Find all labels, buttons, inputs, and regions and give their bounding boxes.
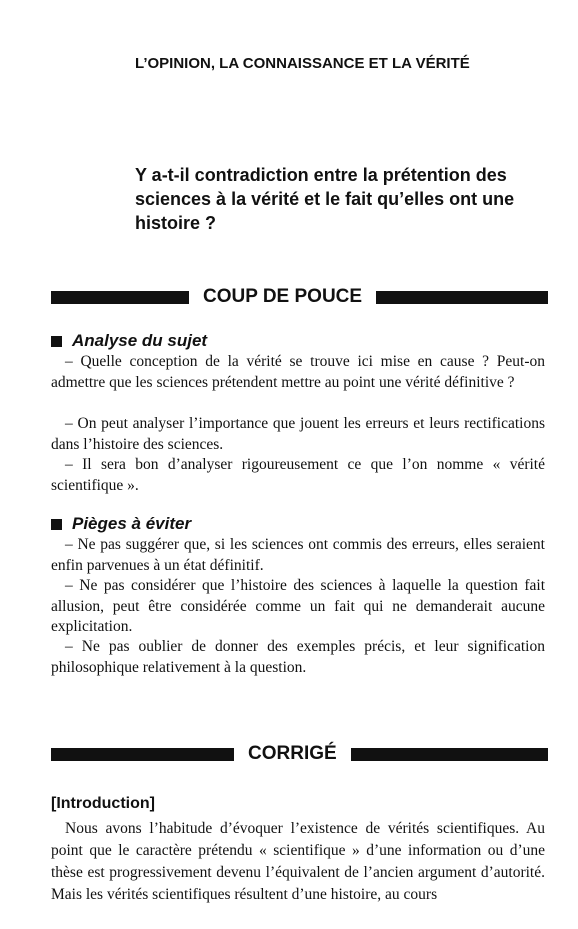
coup-de-pouce-title: COUP DE POUCE: [203, 286, 363, 307]
analyse-item: – Il sera bon d’analyser rigoureusement ce que l’on nomme « vérité scientifique ».: [51, 456, 545, 494]
analyse-item: – Quelle conception de la vérité se trouve ici mise en cause ? Peut-on admettre que les sciences prétendent mettre au point une vérité définitive ?: [51, 353, 545, 391]
introduction-heading: [Introduction]: [51, 795, 155, 812]
pieges-item: – Ne pas suggérer que, si les sciences ont commis des erreurs, elles seraient enfin parvenues à un état définitif.: [51, 536, 545, 574]
square-bullet-icon: [51, 519, 62, 530]
banner-bar-right: [376, 291, 548, 304]
introduction-paragraph: Nous avons l’habitude d’évoquer l’existence de vérités scientifiques. Au point que le caractère prétendu « scientifique » d’une information ou d’une thèse est progressivement devenu l’équivalent de l’ancien argument d’autorité. Mais les vérités scientifiques résultent d’une histoire, au cours: [51, 820, 545, 903]
pieges-item: – Ne pas oublier de donner des exemples précis, et leur signification philosophique relativement à la question.: [51, 638, 545, 676]
pieges-item: – Ne pas considérer que l’histoire des sciences à laquelle la question fait allusion, peut être considérée comme un fait qui ne demanderait aucune explicitation.: [51, 577, 545, 635]
analyse-item: – On peut analyser l’importance que jouent les erreurs et leurs rectifications dans l’histoire des sciences.: [51, 415, 545, 453]
essay-question: Y a-t-il contradiction entre la prétention des sciences à la vérité et le fait qu’elles ont une histoire ?: [135, 165, 515, 233]
pieges-heading: [51, 514, 191, 534]
running-head: L’OPINION, LA CONNAISSANCE ET LA VÉRITÉ: [135, 55, 470, 72]
banner-bar-left: [51, 748, 234, 761]
square-bullet-icon: [51, 336, 62, 347]
pieges-heading-text: Pièges à éviter: [72, 514, 192, 533]
corrige-title: CORRIGÉ: [248, 743, 337, 764]
analyse-heading-text: Analyse du sujet: [72, 331, 208, 350]
corrige-banner: [51, 744, 548, 764]
coup-de-pouce-banner: [51, 287, 548, 307]
banner-bar-right: [351, 748, 548, 761]
banner-bar-left: [51, 291, 189, 304]
analyse-heading: [51, 331, 207, 351]
